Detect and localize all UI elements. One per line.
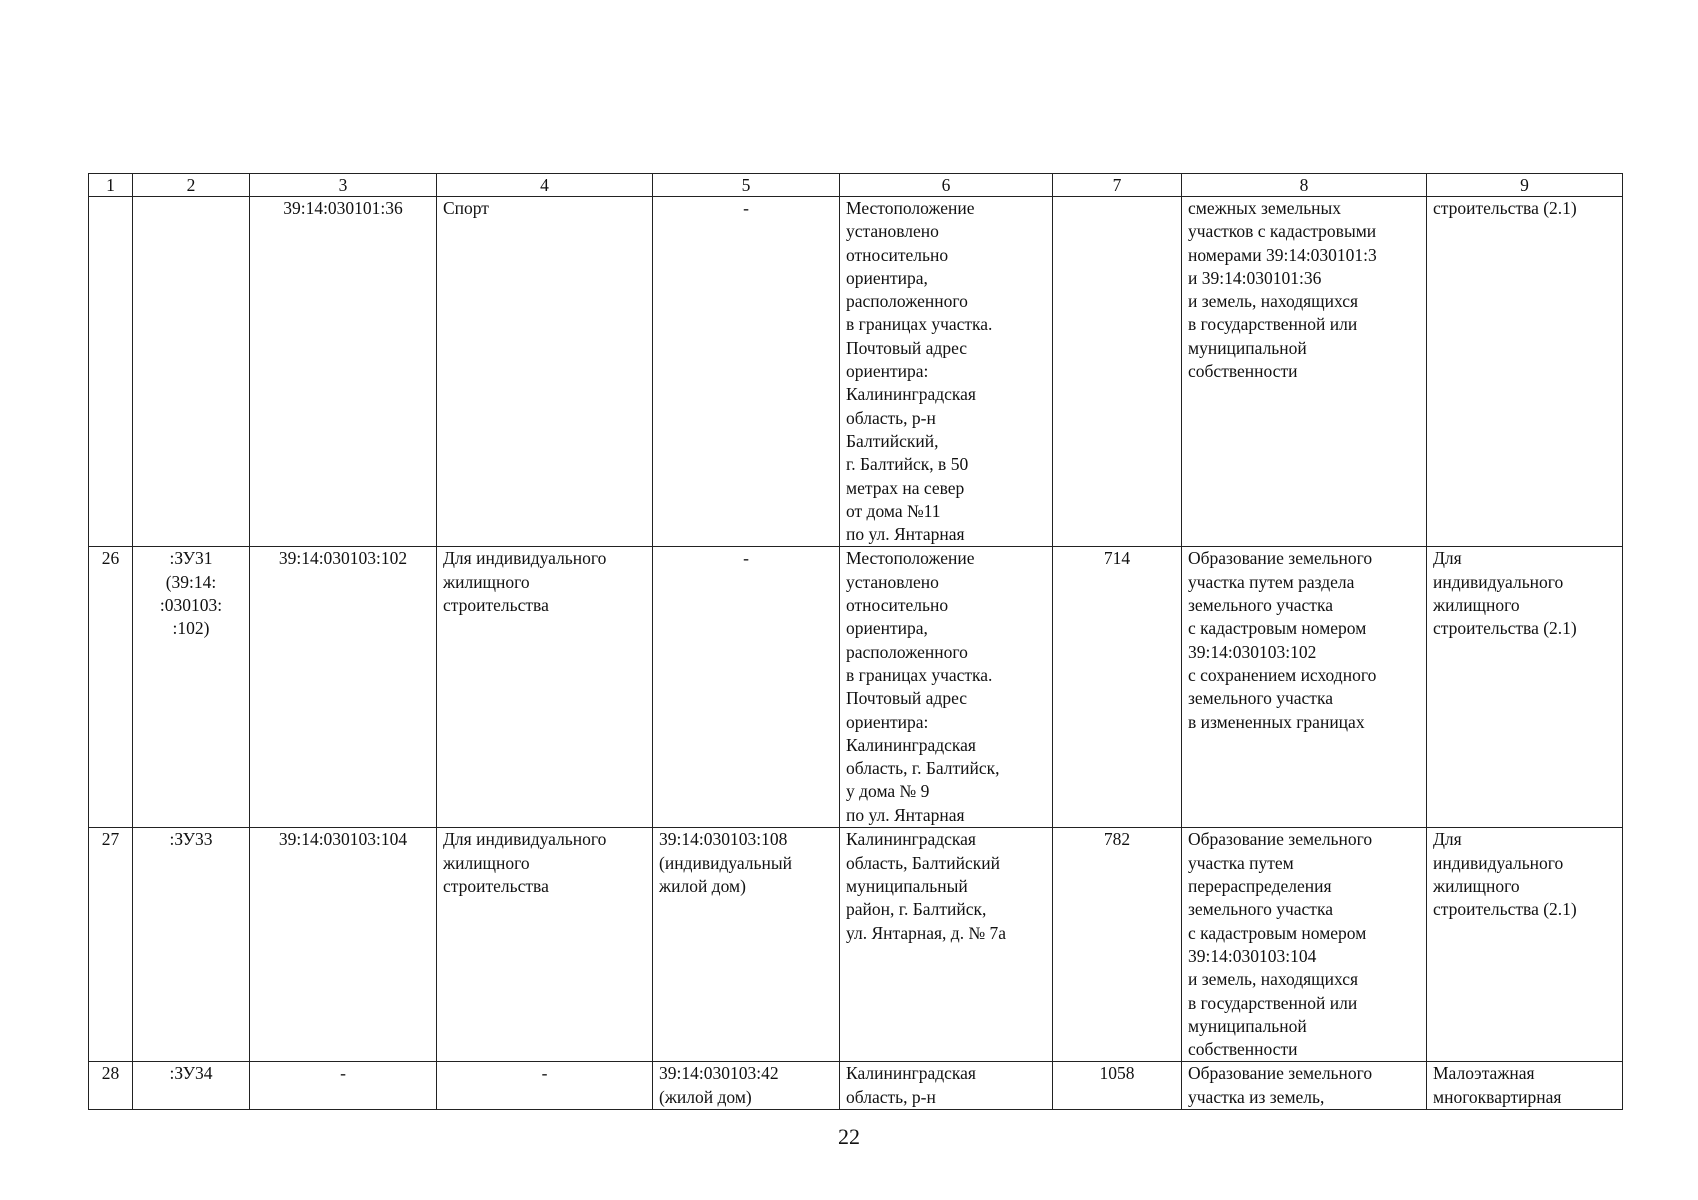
land-use-type-cell: строительства (2.1) — [1427, 197, 1623, 547]
cadastral-number-cell: 39:14:030103:104 — [250, 828, 437, 1062]
area-cell — [1053, 197, 1182, 547]
capital-object-cell: 39:14:030103:108 (индивидуальный жилой дом) — [653, 828, 840, 1062]
row-number-cell: 27 — [89, 828, 133, 1062]
page-number: 22 — [838, 1124, 860, 1149]
location-cell: Местоположение установлено относительно ориентира, расположенного в границах участка. Почтовый адрес ориентира: Калининградская область, р-н Балтийский, г. Балтийск, в 50 метрах на север от дома №11 по ул. Янтарная — [840, 197, 1053, 547]
column-header: 4 — [437, 174, 653, 197]
header-row — [89, 174, 1623, 197]
land-plots-table — [88, 173, 1623, 1110]
formation-method-cell: смежных земельных участков с кадастровыми номерами 39:14:030101:3 и 39:14:030101:36 и земель, находящихся в государственной или муниципальной собственности — [1182, 197, 1427, 547]
column-header: 2 — [133, 174, 250, 197]
formation-method-cell: Образование земельного участка из земель, — [1182, 1062, 1427, 1110]
location-cell: Калининградская область, Балтийский муниципальный район, г. Балтийск, ул. Янтарная, д. № 7а — [840, 828, 1053, 1062]
column-header: 9 — [1427, 174, 1623, 197]
location-cell: Калининградская область, р-н — [840, 1062, 1053, 1110]
permitted-use-cell: Для индивидуального жилищного строительства — [437, 547, 653, 828]
formation-method-cell: Образование земельного участка путем перераспределения земельного участка с кадастровым номером 39:14:030103:104 и земель, находящихся в государственной или муниципальной собственности — [1182, 828, 1427, 1062]
column-header: 6 — [840, 174, 1053, 197]
plot-designation-cell — [133, 197, 250, 547]
row-number-cell: 26 — [89, 547, 133, 828]
column-header: 5 — [653, 174, 840, 197]
permitted-use-cell: Для индивидуального жилищного строительства — [437, 828, 653, 1062]
table-row — [89, 547, 1623, 828]
table-row — [89, 828, 1623, 1062]
capital-object-cell: 39:14:030103:42 (жилой дом) — [653, 1062, 840, 1110]
capital-object-cell: - — [653, 197, 840, 547]
permitted-use-cell: - — [437, 1062, 653, 1110]
land-use-type-cell: Для индивидуального жилищного строительства (2.1) — [1427, 828, 1623, 1062]
column-header: 3 — [250, 174, 437, 197]
formation-method-cell: Образование земельного участка путем раздела земельного участка с кадастровым номером 39:14:030103:102 с сохранением исходного земельного участка в измененных границах — [1182, 547, 1427, 828]
column-header: 7 — [1053, 174, 1182, 197]
permitted-use-cell: Спорт — [437, 197, 653, 547]
table-row — [89, 197, 1623, 547]
row-number-cell — [89, 197, 133, 547]
land-use-type-cell: Для индивидуального жилищного строительства (2.1) — [1427, 547, 1623, 828]
column-header: 8 — [1182, 174, 1427, 197]
capital-object-cell: - — [653, 547, 840, 828]
plot-designation-cell: :ЗУ34 — [133, 1062, 250, 1110]
column-header: 1 — [89, 174, 133, 197]
cadastral-number-cell: 39:14:030103:102 — [250, 547, 437, 828]
location-cell: Местоположение установлено относительно ориентира, расположенного в границах участка. Почтовый адрес ориентира: Калининградская область, г. Балтийск, у дома № 9 по ул. Янтарная — [840, 547, 1053, 828]
row-number-cell: 28 — [89, 1062, 133, 1110]
plot-designation-cell: :ЗУ33 — [133, 828, 250, 1062]
area-cell: 1058 — [1053, 1062, 1182, 1110]
cadastral-number-cell: 39:14:030101:36 — [250, 197, 437, 547]
plot-designation-cell: :ЗУ31 (39:14: :030103: :102) — [133, 547, 250, 828]
cadastral-number-cell: - — [250, 1062, 437, 1110]
table-row — [89, 1062, 1623, 1110]
land-use-type-cell: Малоэтажная многоквартирная — [1427, 1062, 1623, 1110]
area-cell: 782 — [1053, 828, 1182, 1062]
area-cell: 714 — [1053, 547, 1182, 828]
